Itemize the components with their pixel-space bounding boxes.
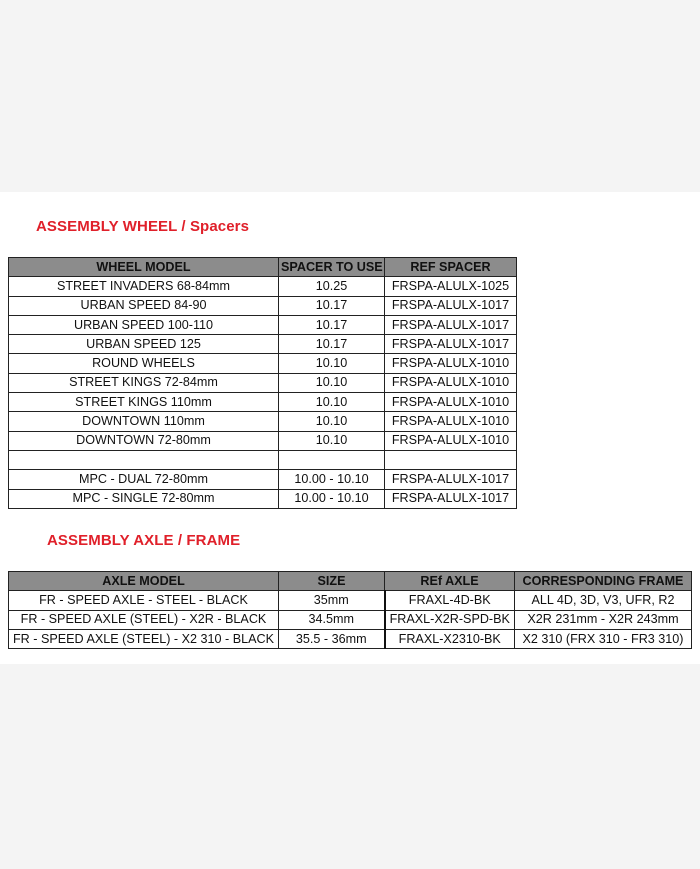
table-row xyxy=(9,277,517,296)
wheel-model-cell: STREET KINGS 110mm xyxy=(9,393,279,412)
wheel-model-cell: MPC - DUAL 72-80mm xyxy=(9,470,279,489)
axle-model-cell: FR - SPEED AXLE (STEEL) - X2R - BLACK xyxy=(9,610,279,629)
wheel-spacer-table xyxy=(8,257,517,509)
spacer-value-cell xyxy=(279,450,385,469)
table-row xyxy=(9,610,692,629)
wheel-model-cell xyxy=(9,450,279,469)
spacer-value-cell: 10.17 xyxy=(279,296,385,315)
ref-spacer-cell: FRSPA-ALULX-1010 xyxy=(385,412,517,431)
wheel-section-title: ASSEMBLY WHEEL / Spacers xyxy=(36,218,250,235)
corresponding-frame-cell: X2R 231mm - X2R 243mm xyxy=(515,610,692,629)
column-header-size: SIZE xyxy=(279,572,385,591)
table-row xyxy=(9,629,692,648)
table-row xyxy=(9,450,517,469)
bottom-background-band xyxy=(0,664,700,869)
spacer-value-cell: 10.17 xyxy=(279,335,385,354)
wheel-model-cell: STREET INVADERS 68-84mm xyxy=(9,277,279,296)
table-row xyxy=(9,431,517,450)
axle-size-cell: 35mm xyxy=(279,591,385,610)
table-header-row xyxy=(9,258,517,277)
table-row xyxy=(9,335,517,354)
table-row xyxy=(9,412,517,431)
table-row xyxy=(9,470,517,489)
table-row xyxy=(9,591,692,610)
spacer-value-cell: 10.10 xyxy=(279,354,385,373)
wheel-model-cell: URBAN SPEED 84-90 xyxy=(9,296,279,315)
ref-axle-cell: FRAXL-X2R-SPD-BK xyxy=(385,610,515,629)
ref-spacer-cell: FRSPA-ALULX-1017 xyxy=(385,315,517,334)
column-header-corresponding-frame: CORRESPONDING FRAME xyxy=(515,572,692,591)
axle-model-cell: FR - SPEED AXLE (STEEL) - X2 310 - BLACK xyxy=(9,629,279,648)
top-background-band xyxy=(0,0,700,192)
ref-spacer-cell: FRSPA-ALULX-1017 xyxy=(385,335,517,354)
axle-size-cell: 35.5 - 36mm xyxy=(279,629,385,648)
axle-frame-table xyxy=(8,571,692,649)
axle-model-cell: FR - SPEED AXLE - STEEL - BLACK xyxy=(9,591,279,610)
table-row xyxy=(9,315,517,334)
ref-spacer-cell: FRSPA-ALULX-1017 xyxy=(385,296,517,315)
ref-axle-cell: FRAXL-X2310-BK xyxy=(385,629,515,648)
spacer-value-cell: 10.00 - 10.10 xyxy=(279,470,385,489)
ref-spacer-cell: FRSPA-ALULX-1025 xyxy=(385,277,517,296)
wheel-model-cell: DOWNTOWN 72-80mm xyxy=(9,431,279,450)
corresponding-frame-cell: X2 310 (FRX 310 - FR3 310) xyxy=(515,629,692,648)
table-row xyxy=(9,489,517,508)
ref-axle-cell: FRAXL-4D-BK xyxy=(385,591,515,610)
wheel-model-cell: ROUND WHEELS xyxy=(9,354,279,373)
column-header-spacer-to-use: SPACER TO USE xyxy=(279,258,385,277)
table-row xyxy=(9,354,517,373)
column-header-axle-model: AXLE MODEL xyxy=(9,572,279,591)
ref-spacer-cell: FRSPA-ALULX-1010 xyxy=(385,354,517,373)
axle-section-title: ASSEMBLY AXLE / FRAME xyxy=(47,532,241,549)
column-header-ref-axle: REf AXLE xyxy=(385,572,515,591)
ref-spacer-cell: FRSPA-ALULX-1010 xyxy=(385,373,517,392)
wheel-model-cell: MPC - SINGLE 72-80mm xyxy=(9,489,279,508)
spacer-value-cell: 10.17 xyxy=(279,315,385,334)
table-row xyxy=(9,296,517,315)
ref-spacer-cell: FRSPA-ALULX-1017 xyxy=(385,470,517,489)
wheel-model-cell: URBAN SPEED 125 xyxy=(9,335,279,354)
wheel-model-cell: STREET KINGS 72-84mm xyxy=(9,373,279,392)
spacer-value-cell: 10.10 xyxy=(279,431,385,450)
spacer-value-cell: 10.10 xyxy=(279,393,385,412)
spacer-value-cell: 10.10 xyxy=(279,412,385,431)
spacer-value-cell: 10.10 xyxy=(279,373,385,392)
axle-size-cell: 34.5mm xyxy=(279,610,385,629)
wheel-model-cell: DOWNTOWN 110mm xyxy=(9,412,279,431)
table-row xyxy=(9,393,517,412)
ref-spacer-cell: FRSPA-ALULX-1010 xyxy=(385,393,517,412)
ref-spacer-cell xyxy=(385,450,517,469)
table-header-row xyxy=(9,572,692,591)
column-header-wheel-model: WHEEL MODEL xyxy=(9,258,279,277)
ref-spacer-cell: FRSPA-ALULX-1017 xyxy=(385,489,517,508)
spacer-value-cell: 10.00 - 10.10 xyxy=(279,489,385,508)
corresponding-frame-cell: ALL 4D, 3D, V3, UFR, R2 xyxy=(515,591,692,610)
ref-spacer-cell: FRSPA-ALULX-1010 xyxy=(385,431,517,450)
column-header-ref-spacer: REF SPACER xyxy=(385,258,517,277)
wheel-model-cell: URBAN SPEED 100-110 xyxy=(9,315,279,334)
table-row xyxy=(9,373,517,392)
spacer-value-cell: 10.25 xyxy=(279,277,385,296)
